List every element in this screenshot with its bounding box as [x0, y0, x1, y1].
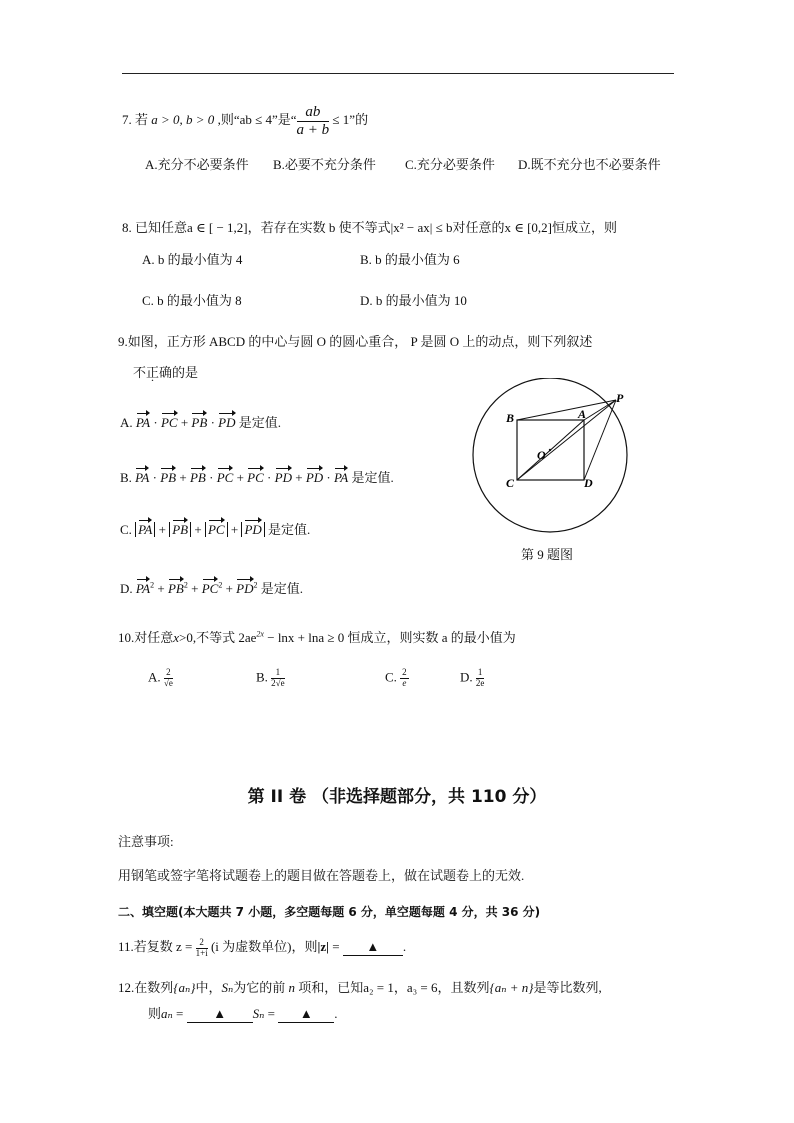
q9-emphasis: 不正确: [133, 365, 173, 380]
q10-option-b: B. $\frac{1}{2√e}$: [256, 667, 285, 688]
q9-option-d: D. $PA^2 + PB^2 + PC^2 + PD^2$ 是定值.: [120, 580, 304, 596]
label-a: A: [578, 407, 587, 421]
q8-option-a: A. b 的最小值为 4: [142, 252, 243, 267]
q7-option-a: A.充分不必要条件: [145, 157, 249, 172]
q10-option-a: A. $\frac{2}{√e}$: [148, 667, 173, 688]
label-o: O: [537, 448, 546, 462]
label-p: P: [616, 391, 624, 405]
notice-text: 用钢笔或签字笔将试题卷上的题目做在答题卷上，做在试题卷上的无效.: [118, 868, 525, 883]
q7-fraction: $\frac{ab}{a + b}$: [296, 104, 330, 138]
q7-mid: ,则“ab ≤ 4”是“: [217, 111, 297, 127]
q9-option-a: A. PA · PC + PB · PD 是定值.: [120, 415, 282, 430]
segment-pd: [584, 400, 616, 480]
q8-option-d: D. b 的最小值为 10: [360, 293, 467, 308]
section-title: 第 II 卷 （非选择题部分，共 110 分）: [247, 787, 547, 807]
question-7-stem: [122, 104, 368, 138]
part2-heading: 二、填空题(本大题共 7 小题，多空题每题 6 分，单空题每题 4 分，共 36 分): [118, 905, 541, 919]
q9-figure: [466, 378, 636, 538]
question-8-stem: 8. 已知任意a ∈ [ − 1,2]，若存在实数 b 使不等式|x² − ax| ≤ b对任意的x ∈ [0,2]恒成立，则: [122, 220, 618, 235]
question-11: 11.若复数 z = $\frac{2}{1+i}$ (i 为虚数单位)，则|z| = ▲ .: [118, 936, 407, 958]
question-10-stem: 10.对任意x>0,不等式 $2ae^{2x} - \ln x + \ln a \ge 0$ 恒成立，则实数 a 的最小值为: [118, 629, 516, 645]
q7-fraction-tail: ≤ 1: [332, 111, 350, 127]
q7-prefix: 7. 若: [122, 111, 149, 127]
circle-o: [473, 378, 627, 532]
question-12-line2: 则aₙ = ▲ Sₙ = ▲ .: [148, 1006, 338, 1021]
q8-option-c: C. b 的最小值为 8: [142, 293, 242, 308]
figure-caption: 第 9 题图: [521, 547, 574, 562]
q8-option-b: B. b 的最小值为 6: [360, 252, 460, 267]
q11-answer-blank[interactable]: ▲: [343, 939, 403, 956]
q10-option-c: C. $\frac{2}{e}$: [385, 667, 407, 688]
q7-suffix: ”的: [349, 111, 369, 127]
question-12-line1: 12.在数列{aₙ}中，Sₙ为它的前 n 项和，已知a₂ = 1，a₃ = 6，且数列{aₙ + n}是等比数列,: [118, 980, 602, 995]
label-d: D: [584, 476, 593, 490]
label-c: C: [506, 476, 515, 490]
question-9-stem: 9.如图，正方形 ABCD 的中心与圆 O 的圆心重合， P 是圆 O 上的动点，则下列叙述: [118, 334, 593, 349]
notice-title: 注意事项:: [118, 834, 174, 849]
q7-option-d: D.既不充分也不必要条件: [518, 157, 661, 172]
q9-option-b: B. PA · PB + PB · PC + PC · PD + PD · PA 是定值.: [120, 470, 394, 485]
q9-stem-line2: 不正确的是: [133, 365, 199, 380]
q7-option-c: C.充分必要条件: [405, 157, 495, 172]
segment-pc: [517, 400, 616, 480]
label-b: B: [506, 411, 515, 425]
q7-condition: a > 0, b > 0: [151, 111, 215, 127]
q7-option-b: B.必要不充分条件: [273, 157, 376, 172]
q9-option-c: C. PA + PB + PC + PD 是定值.: [120, 522, 311, 537]
q10-option-d: D. $\frac{1}{2e}$: [460, 667, 485, 688]
segment-pb: [517, 400, 616, 420]
q12-answer-blank-an[interactable]: ▲: [187, 1006, 253, 1023]
header-rule: [122, 73, 674, 74]
q11-fraction: $\frac{2}{1+i}$: [195, 936, 208, 958]
q12-answer-blank-sn[interactable]: ▲: [278, 1006, 334, 1023]
